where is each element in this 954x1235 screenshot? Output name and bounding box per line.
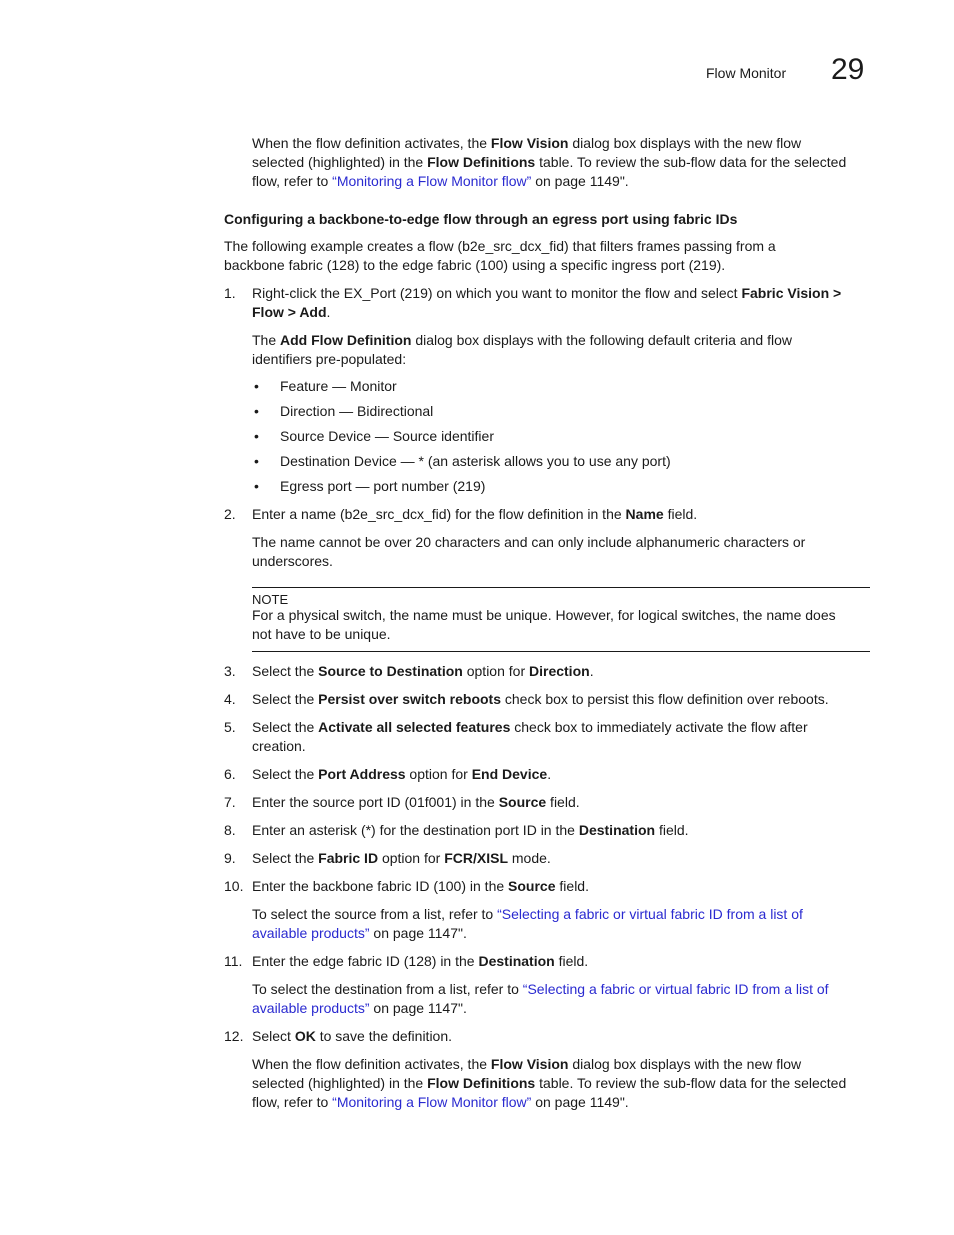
selecting-fabric-id-link[interactable]: “Selecting a fabric or virtual fabric ID from a list of (497, 906, 803, 922)
step-number: 1. (224, 285, 236, 301)
step-number: 10. (224, 878, 244, 894)
step-5: Select the Activate all selected features check box to immediately activate the flow after creation. (252, 719, 808, 754)
example-paragraph: The following example creates a flow (b2e_src_dcx_fid) that filters frames passing from a backbone fabric (128) to the edge fabric (100) using a specific ingress port (219). (224, 238, 776, 273)
step-number: 4. (224, 691, 236, 707)
step-12: Select OK to save the definition. (252, 1028, 453, 1044)
step-number: 7. (224, 794, 236, 810)
step-12-detail: When the flow definition activates, the Flow Vision dialog box displays with the new flow selected (highlighted) in the Flow Definitions table. To review the sub-flow data for the selected flow, refer to “Monitoring a Flow Monitor flow” on page 1149". (252, 1056, 847, 1110)
chapter-number: 29 (831, 53, 865, 86)
step-number: 6. (224, 766, 236, 782)
step-3: Select the Source to Destination option for Direction. (252, 663, 594, 679)
step-1: Right-click the EX_Port (219) on which you want to monitor the flow and select Fabric Vision > Flow > Add. (252, 285, 842, 320)
running-header-title: Flow Monitor (706, 65, 787, 81)
step-2: Enter a name (b2e_src_dcx_fid) for the flow definition in the Name field. (252, 506, 698, 522)
list-item: Destination Device — * (an asterisk allows you to use any port) (280, 453, 671, 469)
step-number: 8. (224, 822, 236, 838)
list-item: Direction — Bidirectional (280, 403, 434, 419)
step-11: Enter the edge fabric ID (128) in the Destination field. (252, 953, 589, 969)
step-number: 9. (224, 850, 236, 866)
step-4: Select the Persist over switch reboots check box to persist this flow definition over reboots. (252, 691, 829, 707)
bullet-char: • (254, 428, 259, 444)
list-item: Egress port — port number (219) (280, 478, 486, 494)
bullet-char: • (254, 403, 259, 419)
step-number: 11. (224, 953, 243, 969)
step-8: Enter an asterisk (*) for the destination port ID in the Destination field. (252, 822, 689, 838)
bullet-char: • (254, 378, 259, 394)
note-text: For a physical switch, the name must be unique. However, for logical switches, the name does not have to be unique. (252, 607, 836, 642)
step-2-detail: The name cannot be over 20 characters and can only include alphanumeric characters or underscores. (252, 534, 806, 569)
monitoring-flow-link[interactable]: “Monitoring a Flow Monitor flow” (332, 1094, 532, 1110)
note-top-rule (252, 587, 870, 588)
monitoring-flow-link[interactable]: “Monitoring a Flow Monitor flow” (332, 173, 532, 189)
note-bottom-rule (252, 651, 870, 652)
list-item: Source Device — Source identifier (280, 428, 494, 444)
bullet-char: • (254, 453, 259, 469)
selecting-fabric-id-link[interactable]: available products” (252, 1000, 370, 1016)
selecting-fabric-id-link[interactable]: “Selecting a fabric or virtual fabric ID from a list of (522, 981, 829, 997)
step-number: 5. (224, 719, 236, 735)
section-heading: Configuring a backbone-to-edge flow through an egress port using fabric IDs (224, 211, 738, 227)
step-6: Select the Port Address option for End Device. (252, 766, 552, 782)
step-7: Enter the source port ID (01f001) in the Source field. (252, 794, 580, 810)
step-11-detail: To select the destination from a list, refer to “Selecting a fabric or virtual fabric ID from a list of available products” on page 1147". (252, 981, 829, 1016)
step-number: 12. (224, 1028, 244, 1044)
step-number: 3. (224, 663, 236, 679)
step-10-detail: To select the source from a list, refer to “Selecting a fabric or virtual fabric ID from a list of available products” on page 1147". (252, 906, 803, 941)
step-10: Enter the backbone fabric ID (100) in the Source field. (252, 878, 589, 894)
step-9: Select the Fabric ID option for FCR/XISL mode. (252, 850, 551, 866)
bullet-char: • (254, 478, 259, 494)
step-1-detail: The Add Flow Definition dialog box displays with the following default criteria and flow identifiers pre-populated: (252, 332, 792, 367)
intro-paragraph: When the flow definition activates, the Flow Vision dialog box displays with the new flow selected (highlighted) in the Flow Definitions table. To review the sub-flow data for the selected flow, refer to “Monitoring a Flow Monitor flow” on page 1149". (252, 135, 847, 189)
selecting-fabric-id-link[interactable]: available products” (252, 925, 370, 941)
note-label: NOTE (252, 592, 289, 607)
step-number: 2. (224, 506, 236, 522)
list-item: Feature — Monitor (280, 378, 397, 394)
